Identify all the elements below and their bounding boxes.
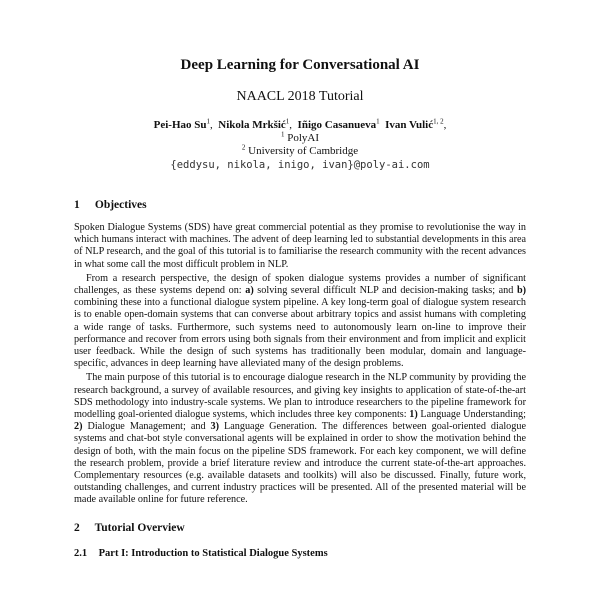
author-affil-mark: 1, 2 [433, 117, 444, 126]
text-run: combining these into a functional dialogue system pipeline. A key long-term goal of dialogue system research is to enable open-domain systems that can converse about arbitrary topics and assist humans with completing a wide range of tasks. Furthermore, such systems need to autonomously learn on-line to improve their performance and recover from errors using both signals from their environment and from implicit and explicit user feedback. While the design of such systems has traditionally been modular, domain and language-specific, advances in deep learning have alleviated many of the design problems. [74, 297, 526, 370]
paper-subtitle: NAACL 2018 Tutorial [236, 89, 364, 104]
author-name: Iñigo Casanueva [297, 119, 377, 131]
text-run: From a research perspective, the design of spoken dialogue systems provides a number of significant challenges, as these systems depend on: [74, 272, 526, 297]
affiliation-mark: 1 [280, 130, 285, 139]
text-run: Dialogue Management; and [82, 421, 211, 433]
paper-title: Deep Learning for Conversational AI [180, 57, 420, 73]
affiliation [74, 145, 526, 158]
author-name: Nikola Mrkšić [218, 119, 286, 131]
author-affil-mark: 1 [206, 117, 211, 126]
text-run: The main purpose of this tutorial is to encourage dialogue research in the NLP community by providing the research background, a survey of available resources, and giving key insights to application of state-of-the-art SDS methodology into industry-scale systems. We plan to introduce researchers to the pipeline framework for modelling goal-oriented dialogue systems, which includes three key components: [74, 372, 526, 421]
section-heading-objectives [74, 198, 526, 212]
section-heading-overview [74, 521, 526, 535]
author-name: Ivan Vulić [385, 119, 434, 131]
text-run: solving several difficult NLP and decision-making tasks; and [253, 285, 517, 297]
author-emails: {eddysu, nikola, inigo, ivan}@poly-ai.com [170, 159, 430, 171]
paragraph: Spoken Dialogue Systems (SDS) have great commercial potential as they promise to revolutionise the way in which humans interact with machines. The advent of deep learning led to substantial developments in this area of NLP research, and the goal of this tutorial is to familiarise the research community with the recent advances in what some call the most difficult problem in NLP. [74, 222, 526, 270]
author-affil-mark: 1 [376, 117, 380, 126]
subsection-title: Part I: Introduction to Statistical Dialogue Systems [98, 547, 328, 559]
affiliation-name: University of Cambridge [248, 145, 359, 157]
section-number: 2 [74, 521, 80, 534]
author-affil-mark: 1 [285, 117, 290, 126]
enum-marker: b) [516, 285, 526, 297]
enum-marker: a) [245, 285, 254, 297]
section-title: Objectives [94, 199, 147, 211]
author-list: Pei-Hao Su$^1$, Nikola Mrkšić$^1$, Iñigo Casanueva$^1$ Ivan Vulić$^{1, 2}$, [153, 117, 447, 131]
affiliation-mark: 2 [241, 143, 246, 152]
subsection-heading-part1 [74, 547, 526, 560]
subsection-number: 2.1 [74, 547, 88, 559]
affiliation [74, 132, 526, 145]
paragraph [74, 273, 526, 371]
section-title: Tutorial Overview [94, 521, 185, 534]
author-name: Pei-Hao Su [153, 119, 207, 131]
affiliation-name: PolyAI [287, 132, 320, 144]
text-run: Language Understanding; [417, 409, 526, 421]
enum-marker: 2) [74, 421, 83, 433]
text-run: Language Generation. The differences between goal-oriented dialogue systems and chat-bot style conversational agents will be explained in order to show the motivation behind the design of both, with the main focus on the pipeline SDS framework. For each key component, we will define the research problem, provide a brief literature review and introduce the current state-of-the-art approaches. Complementary resources (e.g. available datasets and toolkits) will also be discussed. Finally, future work, outstanding challenges, and current industry practices will be presented. All of the presented material will be made available online for future reference. [74, 421, 526, 506]
section-number: 1 [74, 199, 80, 211]
enum-marker: 1) [409, 409, 418, 421]
enum-marker: 3) [210, 421, 220, 433]
paragraph [74, 372, 526, 506]
